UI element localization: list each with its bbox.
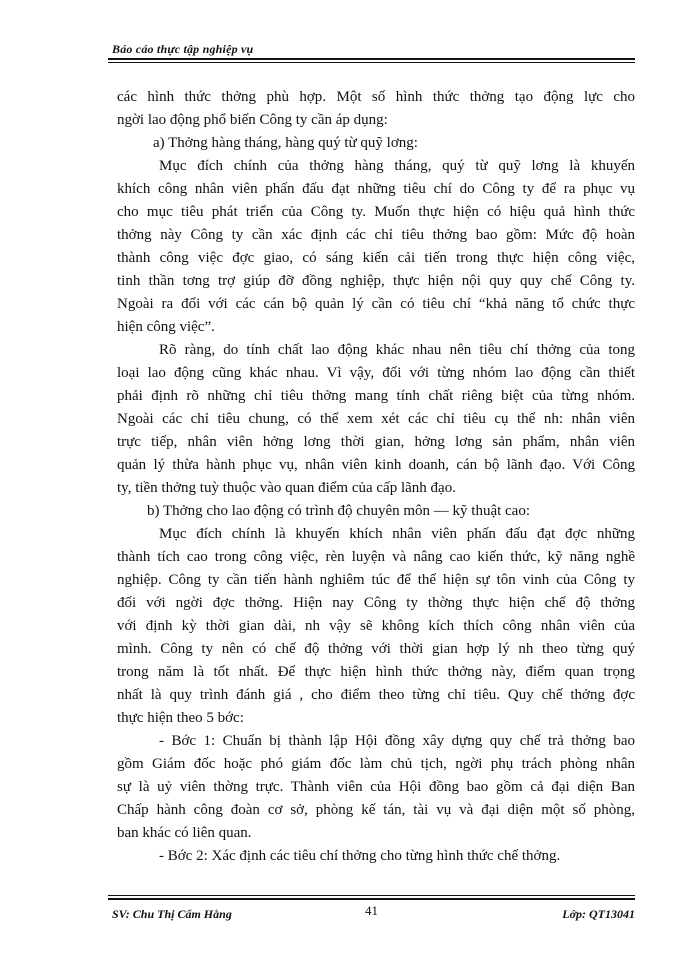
body-line: trực tiếp, nhân viên hởng lơng thời gian, hởng lơng sản phẩm, nhân viên xyxy=(117,434,635,450)
header-rule-thick xyxy=(108,58,635,60)
body-line: nhất là quy trình đánh giá , cho điểm theo từng chỉ tiêu. Quy chế thởng đợc xyxy=(117,687,635,703)
body-line: gồm Giám đốc hoặc phó giám đốc làm chủ tịch, ngời phụ trách phòng nhân xyxy=(117,756,635,772)
list-heading-b: b) Thởng cho lao động có trình độ chuyên môn — kỹ thuật cao: xyxy=(147,503,530,519)
body-line: trong năm là tốt nhất. Để thực hiện hình thức thởng này, điểm quan trọng xyxy=(117,664,635,680)
page-body xyxy=(117,86,635,868)
footer-class-code: Lớp: QT13041 xyxy=(562,907,635,921)
body-line: khích công nhân viên phấn đấu đạt những tiêu chí do Công ty để ra phục vụ xyxy=(117,181,635,197)
body-line: cho mục tiêu phát triển của Công ty. Muốn thực hiện có hiệu quả hình thức xyxy=(117,204,635,220)
body-line: thực hiện theo 5 bớc: xyxy=(117,710,244,726)
footer-rule-thin xyxy=(108,895,635,896)
body-line: nghiệp. Công ty cần tiến hành nghiêm túc để thể hiện sự tôn vinh của Công ty xyxy=(117,572,635,588)
list-heading-a: a) Thởng hàng tháng, hàng quý từ quỹ lơng: xyxy=(153,135,418,151)
body-line: sự là uỷ viên thờng trực. Thành viên của Hội đồng bao gồm cả đại diện Ban xyxy=(117,779,635,795)
body-line: với định kỳ thời gian dài, nh vậy sẽ không kích thích công nhân viên của xyxy=(117,618,635,634)
body-line: Ngoài ra đối với các cán bộ quản lý cần có tiêu chí “khả năng tổ chức thực xyxy=(117,296,635,312)
body-line: phải định rõ những chỉ tiêu thởng mang tính chất riêng biệt của từng nhóm. xyxy=(117,388,635,404)
body-line: thành công việc đợc giao, có sáng kiến cải tiến trong thực hiện công việc, xyxy=(117,250,635,266)
body-line: hiện công việc”. xyxy=(117,319,215,335)
header-rule-thin xyxy=(108,62,635,63)
body-line: loại lao động cũng khác nhau. Vì vậy, đối với từng nhóm lao động cần thiết xyxy=(117,365,635,381)
step-2-line: - Bớc 2: Xác định các tiêu chí thởng cho từng hình thức chế thởng. xyxy=(159,848,561,864)
page-number: 41 xyxy=(365,903,378,918)
body-line: các hình thức thởng phù hợp. Một số hình thức thởng tạo động lực cho xyxy=(117,89,635,105)
header-title: Báo cáo thực tập nghiệp vụ xyxy=(112,42,254,56)
footer-author: SV: Chu Thị Cẩm Hằng xyxy=(112,907,232,921)
body-line: Mục đích chính là khuyến khích nhân viên phấn đấu đạt đợc những xyxy=(159,526,635,542)
body-line: ngời lao động phổ biến Công ty cần áp dụng: xyxy=(117,112,388,128)
body-line: Chấp hành công đoàn cơ sở, phòng kế tán, tài vụ và đại diện một số phòng, xyxy=(117,802,635,818)
body-line: mình. Công ty nên có chế độ thởng với thời gian hợp lý nh theo từng quý xyxy=(117,641,635,657)
body-line: thởng này Công ty cần xác định các chỉ tiêu thởng bao gồm: Mức độ hoàn xyxy=(117,227,635,243)
body-line: Mục đích chính của thởng hàng tháng, quý từ quỹ lơng là khuyến xyxy=(159,158,635,174)
body-line: Ngoài các chỉ tiêu chung, có thể xem xét các chỉ tiêu cụ thể nh: nhân viên xyxy=(117,411,635,427)
page-footer xyxy=(108,895,635,925)
footer-rule-thick xyxy=(108,898,635,900)
body-line: Rõ ràng, do tính chất lao động khác nhau nên tiêu chí thởng của tong xyxy=(159,342,635,358)
body-line: tinh thần tơng trợ giúp đỡ đồng nghiệp, thực hiện nội quy quy chế Công ty. xyxy=(117,273,635,289)
body-line: đối với ngời đợc thởng. Hiện nay Công ty thờng thực hiện chế độ thởng xyxy=(117,595,635,611)
body-line: ban khác có liên quan. xyxy=(117,825,252,841)
step-1-line: - Bớc 1: Chuẩn bị thành lập Hội đồng xây dựng quy chế trả thởng bao xyxy=(159,733,635,749)
body-line: quản lý thừa hành phục vụ, nhân viên kinh doanh, cán bộ lãnh đạo. Với Công xyxy=(117,457,635,473)
body-line: thành tích cao trong công việc, rèn luyện và nâng cao kiến thức, kỹ năng nghề xyxy=(117,549,635,565)
page-header xyxy=(108,40,635,62)
body-line: ty, tiền thởng tuỳ thuộc vào quan điểm của cấp lãnh đạo. xyxy=(117,480,456,496)
